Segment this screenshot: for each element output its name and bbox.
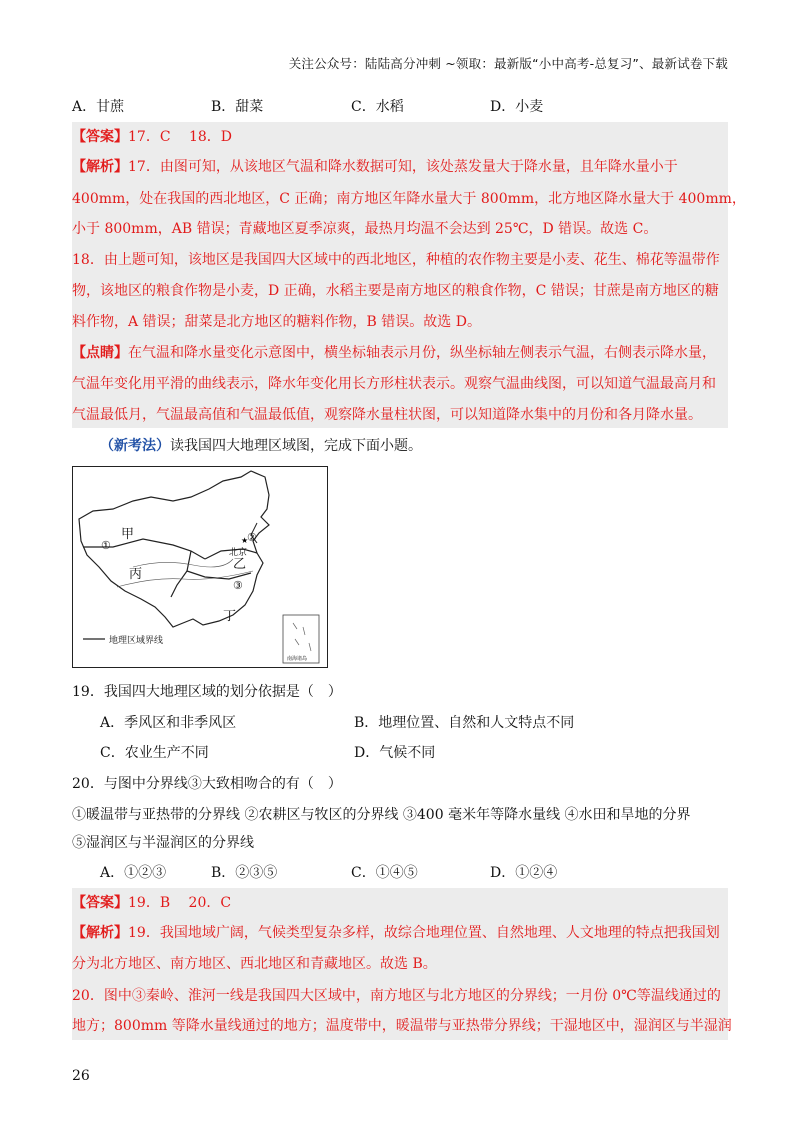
explanation-line: 18．由上题可知，该地区是我国四大区域中的西北地区，种植的农作物主要是小麦、花生、棉花等温带作	[72, 252, 720, 268]
china-regions-map	[72, 466, 328, 668]
q20-option-d: D．①②④	[490, 865, 558, 881]
explanation-line: 地方；800mm 等降水量线通过的地方；温度带中，暖温带与亚热带分界线；干湿地区中，湿润区与半湿润	[72, 1018, 732, 1034]
q20-stem: 20．与图中分界线③大致相吻合的有（ ）	[72, 776, 342, 792]
q20-option-a: A．①②③	[100, 865, 167, 881]
explanation-line: 料作物，A 错误；甜菜是北方地区的糖料作物，B 错误。故选 D。	[72, 314, 481, 330]
marker-3: ③	[233, 579, 243, 592]
region-label-ding: 丁	[223, 609, 237, 624]
tip-line: 【点睛】在气温和降水量变化示意图中，横坐标轴表示月份，纵坐标轴左侧表示气温，右侧表示降水量，	[72, 345, 716, 361]
explanation-line: 【解析】19．我国地域广阔，气候类型复杂多样，故综合地理位置、自然地理、人文地理的特点把我国划	[72, 925, 720, 941]
explanation-line: 小于 800mm，AB 错误；青藏地区夏季凉爽，最热月均温不会达到 25℃，D 错误。故选 C。	[72, 221, 658, 237]
q19-stem: 19．我国四大地理区域的划分依据是（ ）	[72, 684, 342, 700]
explanation-line: 【解析】17．由图可知，从该地区气温和降水数据可知，该处蒸发量大于降水量，且年降水量小于	[72, 159, 678, 175]
page-header: 关注公众号：陆陆高分冲刺 ~领取：最新版“小中高考-总复习”、最新试卷下载	[288, 56, 728, 71]
marker-2: ②	[247, 531, 257, 544]
tip-line: 气温年变化用平滑的曲线表示，降水年变化用长方形柱状表示。观察气温曲线图，可以知道气温最高月和	[72, 376, 716, 392]
q19-option-d: D．气候不同	[354, 745, 436, 761]
answer-line-2: 【答案】19．B 20．C	[72, 895, 232, 911]
region-label-jia: 甲	[121, 527, 135, 542]
option-b: B．甜菜	[211, 99, 264, 115]
map-legend-label: 地理区域界线	[109, 636, 164, 646]
q20-statements-2: ⑤湿润区与半湿润区的分界线	[72, 835, 254, 851]
tip-line: 气温最低月，气温最高值和气温最低值，观察降水量柱状图，可以知道降水集中的月份和各月降水量。	[72, 407, 702, 423]
explanation-line: 20．图中③秦岭、淮河一线是我国四大区域中，南方地区与北方地区的分界线；一月份 0℃等温线通过的	[72, 988, 721, 1004]
option-d: D．小麦	[490, 99, 544, 115]
question-intro: （新考法）读我国四大地理区域图，完成下面小题。	[100, 438, 422, 454]
answer-line-1: 【答案】17．C 18．D	[72, 129, 233, 145]
q19-option-c: C．农业生产不同	[100, 745, 209, 761]
q20-statements-1: ①暖温带与亚热带的分界线 ②农耕区与牧区的分界线 ③400 毫米年等降水量线 ④水田和旱地的分界	[72, 807, 691, 823]
q20-option-b: B．②③⑤	[211, 865, 278, 881]
q20-option-c: C．①④⑤	[351, 865, 418, 881]
option-a: A．甘蔗	[72, 99, 125, 115]
page-number: 26	[72, 1068, 90, 1084]
explanation-line: 物，该地区的粮食作物是小麦，D 正确，水稻主要是南方地区的粮食作物，C 错误；甘蔗是南方地区的糖	[72, 283, 719, 299]
region-label-bing: 丙	[129, 567, 143, 582]
option-c: C．水稻	[351, 99, 404, 115]
q19-option-b: B．地理位置、自然和人文特点不同	[354, 715, 575, 731]
city-label-beijing: 北京	[229, 548, 248, 558]
explanation-line: 400mm，处在我国的西北地区，C 正确；南方地区年降水量大于 800mm，北方地区降水量大于 400mm，	[72, 191, 746, 207]
svg-text:★: ★	[241, 536, 249, 545]
q19-option-a: A．季风区和非季风区	[100, 715, 237, 731]
inset-label: 南海诸岛	[287, 656, 308, 662]
marker-1: ①	[101, 539, 111, 552]
explanation-line: 分为北方地区、南方地区、西北地区和青藏地区。故选 B。	[72, 956, 437, 972]
region-label-yi: 乙	[233, 557, 247, 572]
